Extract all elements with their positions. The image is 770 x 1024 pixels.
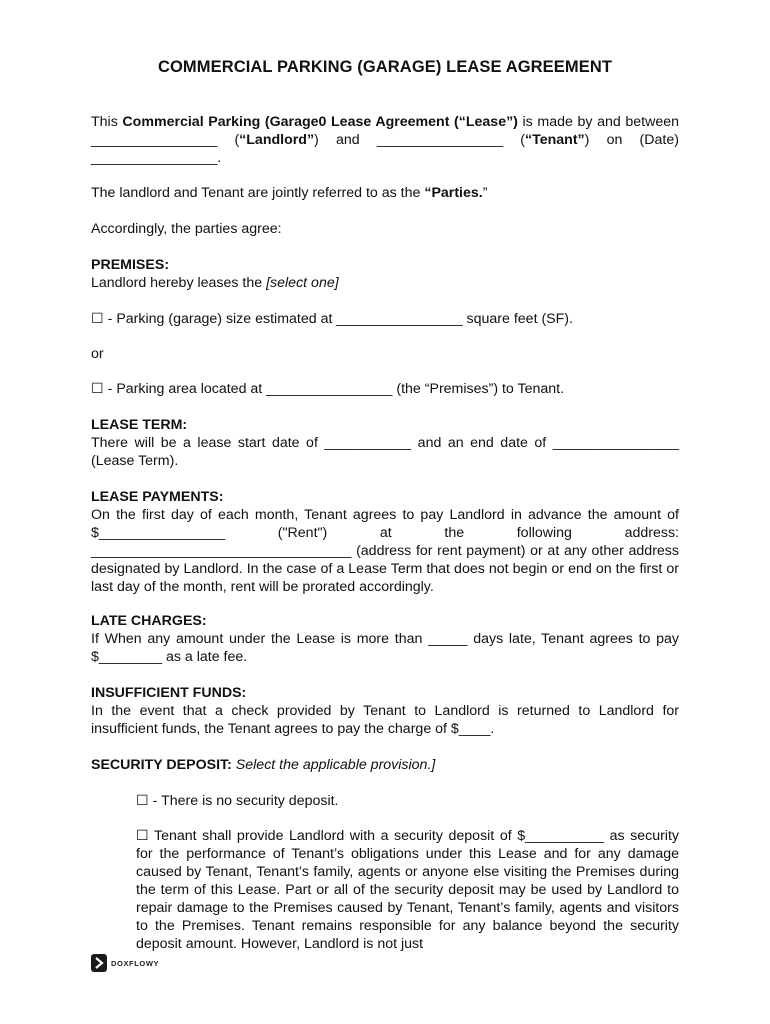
intro-text-c: is made by and between ________________ (	[91, 114, 679, 148]
intro-text-g: ) on (Date) ________________.	[91, 132, 679, 166]
parties-paragraph	[91, 184, 679, 202]
landlord-term: “Landlord”	[239, 132, 315, 148]
lease-term-text: There will be a lease start date of ___________ and an end date of ________________ (Lease Term).	[91, 435, 679, 469]
agreement-name: Commercial Parking (Garage0 Lease Agreement (“Lease”)	[122, 114, 518, 130]
document-title: COMMERCIAL PARKING (GARAGE) LEASE AGREEMENT	[157, 58, 613, 76]
logo-chevron-icon	[91, 954, 107, 972]
security-deposit-instruction: Select the applicable provision.]	[231, 757, 436, 773]
security-deposit-line	[91, 756, 679, 774]
intro-text-e: ) and ________________ (	[314, 132, 526, 148]
lease-payments-text: On the first day of each month, Tenant agrees to pay Landlord in advance the amount of $________________ ("Rent") at the following address: _________________________________ (address for rent payment) or at any other address designated by Landlord. In the case of a Lease Term that does not begin or end on the first or last day of the month, rent will be prorated accordingly.	[91, 507, 679, 595]
parties-text-a: The landlord and Tenant are jointly referred to as the	[91, 185, 425, 201]
logo-text: DOXFLOWY	[111, 958, 160, 968]
doxflowy-logo	[91, 954, 159, 972]
premises-text: Landlord hereby leases the	[91, 275, 267, 291]
security-deposit-heading: SECURITY DEPOSIT:	[91, 757, 232, 773]
lease-payments-heading: LEASE PAYMENTS:	[91, 489, 224, 505]
premises-intro	[91, 274, 679, 292]
intro-text-a: This	[91, 114, 123, 130]
parties-term: “Parties.	[424, 185, 483, 201]
premises-heading: PREMISES:	[91, 257, 170, 273]
premises-option-garage[interactable]: ☐ - Parking (garage) size estimated at ________________ square feet (SF).	[91, 311, 573, 327]
late-charges-heading: LATE CHARGES:	[91, 613, 207, 629]
security-option-deposit[interactable]: ☐ Tenant shall provide Landlord with a security deposit of $__________ as security for the performance of Tenant’s obligations under this Lease and for any damage caused by Tenant, Tenant’s family, agents or anyone else visiting the Premises during the term of this Lease. Part or all of the security deposit may be used by Landlord to repair damage to the Premises caused by Tenant, Tenant’s family, agents and visitors to the Premises. Tenant remains responsible for any balance beyond the security deposit amount. However, Landlord is not just	[136, 828, 679, 952]
intro-paragraph	[91, 113, 679, 167]
lease-term-heading: LEASE TERM:	[91, 417, 188, 433]
security-option-none[interactable]: ☐ - There is no security deposit.	[136, 793, 339, 809]
tenant-term: “Tenant”	[525, 132, 585, 148]
late-charges-text: If When any amount under the Lease is more than _____ days late, Tenant agrees to pay $________ as a late fee.	[91, 631, 679, 665]
accordingly-paragraph: Accordingly, the parties agree:	[91, 221, 282, 237]
premises-select-note: [select one]	[266, 275, 339, 291]
premises-or: or	[91, 346, 104, 362]
insufficient-funds-heading: INSUFFICIENT FUNDS:	[91, 685, 247, 701]
insufficient-funds-text: In the event that a check provided by Tenant to Landlord is returned to Landlord for insufficient funds, the Tenant agrees to pay the charge of $____.	[91, 703, 679, 737]
parties-text-c: ”	[482, 185, 488, 201]
premises-option-area[interactable]: ☐ - Parking area located at ________________ (the “Premises”) to Tenant.	[91, 381, 565, 397]
